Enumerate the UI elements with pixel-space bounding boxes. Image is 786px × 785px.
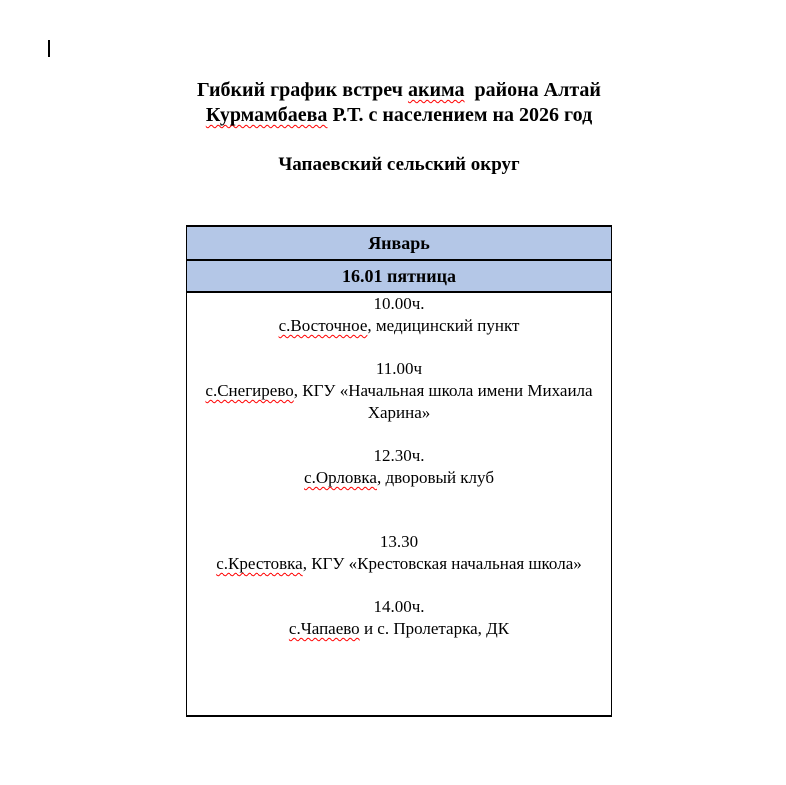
entry-time: 14.00ч. [373,597,425,616]
entry-place [187,315,611,337]
place-text: , КГУ «Крестовская начальная школа» [302,554,582,573]
place-text: , КГУ «Начальная школа имени Михаила Харина» [293,381,593,422]
misspelled-word: акима [407,79,465,101]
schedule-entry[interactable] [187,293,611,337]
entry-place [187,553,611,575]
misspelled-word: с.Восточное [278,316,368,335]
misspelled-word: с.Снегирево [205,381,294,400]
entry-time: 10.00ч. [373,294,425,313]
entry-place [187,618,611,640]
table-row-month [187,226,612,260]
misspelled-word: с.Чапаево [288,619,360,638]
document-title-line-1[interactable] [96,78,702,103]
document-body [96,0,702,717]
misspelled-word: с.Крестовка [216,554,303,573]
entry-place [187,380,611,424]
place-text: и с. Пролетарка, ДК [359,619,510,638]
schedule-body-cell[interactable] [187,292,612,716]
entry-place [187,467,611,489]
document-title-line-2[interactable] [96,103,702,128]
place-text: , медицинский пункт [367,316,520,335]
document-title[interactable] [96,78,702,128]
schedule-entry[interactable] [187,596,611,640]
entry-time: 11.00ч [375,359,423,378]
date-header-cell[interactable]: 16.01 пятница [187,260,612,292]
table-row-body [187,292,612,716]
schedule-table [186,225,612,717]
table-row-date [187,260,612,292]
schedule-entry[interactable] [187,445,611,489]
month-header-cell[interactable]: Январь [187,226,612,260]
subtitle-district[interactable]: Чапаевский сельский округ [278,154,520,175]
title-text: Р.Т. с населением на 2026 год [327,104,593,126]
title-text: района Алтай [464,79,601,101]
schedule-entry[interactable] [187,358,611,424]
entry-time: 12.30ч. [373,446,425,465]
schedule-entry[interactable] [187,531,611,575]
text-caret [48,40,50,57]
misspelled-word: с.Орловка [304,468,377,487]
misspelled-word: Курмамбаева [205,104,328,126]
place-text: , дворовый клуб [376,468,494,487]
entry-time: 13.30 [379,532,419,551]
title-text: Гибкий график встреч [197,79,408,101]
